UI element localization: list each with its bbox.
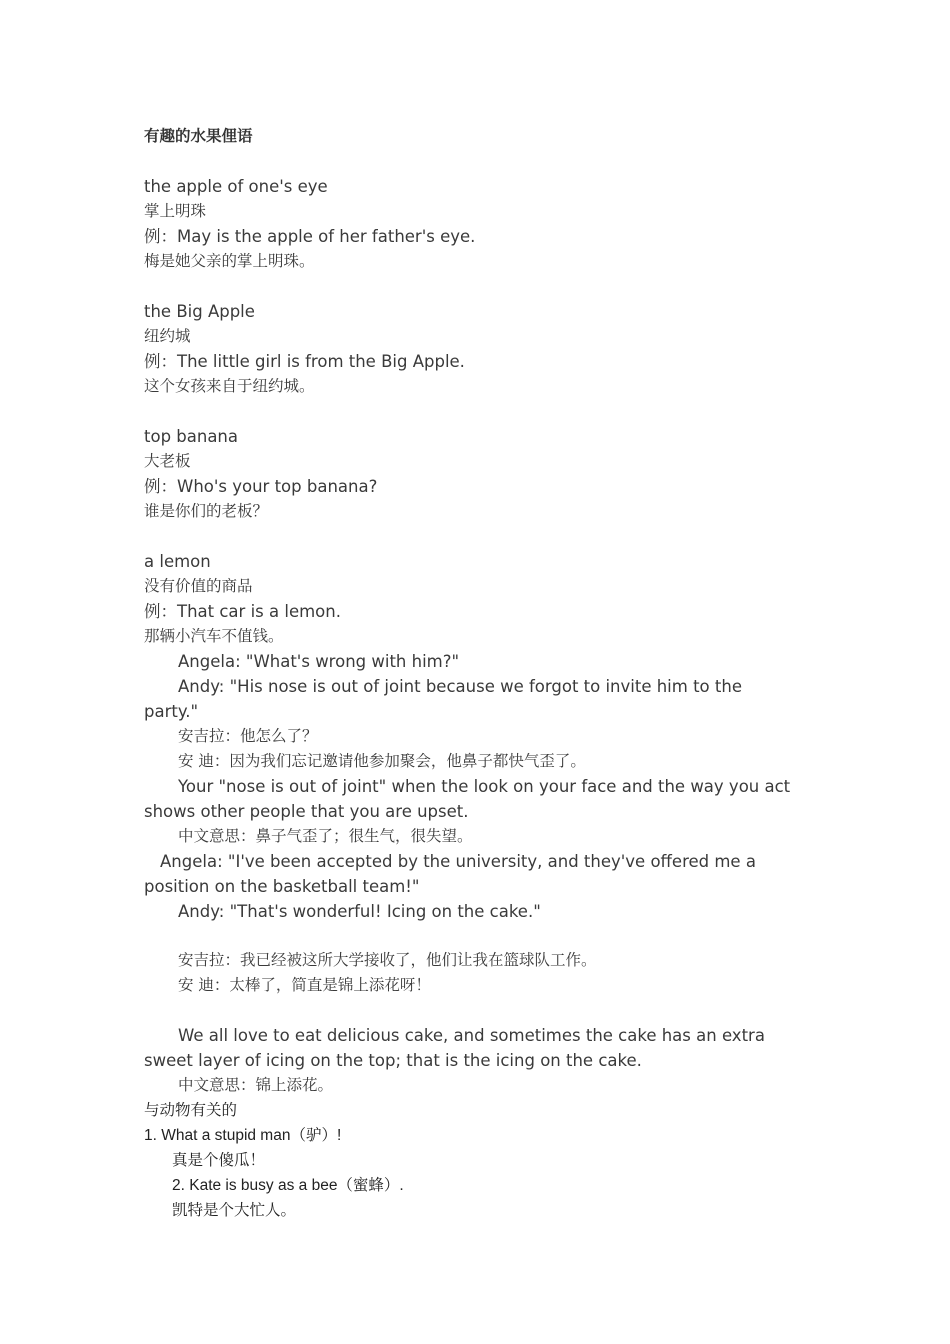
- list-item-translation: 真是个傻瓜！: [172, 1151, 266, 1169]
- dialog-line: Andy: "His nose is out of joint because we forgot to invite him to the: [178, 677, 742, 696]
- dialog-translation: 安吉拉：我已经被这所大学接收了，他们让我在篮球队工作。: [178, 951, 597, 969]
- entry-example: 例：Who's your top banana?: [144, 477, 378, 496]
- entry-translation: 那辆小汽车不值钱。: [144, 627, 284, 645]
- entry-phrase: a lemon: [144, 552, 211, 571]
- entry-phrase: top banana: [144, 427, 239, 446]
- explanation-line: shows other people that you are upset.: [144, 802, 469, 821]
- entry-example: 例：May is the apple of her father's eye.: [144, 227, 476, 246]
- section-heading: 与动物有关的: [144, 1101, 238, 1119]
- entry-example: 例：That car is a lemon.: [144, 602, 341, 621]
- entry-translation: 谁是你们的老板？: [144, 502, 269, 520]
- entry-meaning: 没有价值的商品: [144, 577, 253, 595]
- page-title: 有趣的水果俚语: [144, 127, 253, 145]
- chinese-meaning: 中文意思：锦上添花。: [178, 1076, 334, 1094]
- entry-phrase: the apple of one's eye: [144, 177, 328, 196]
- dialog-translation: 安 迪：因为我们忘记邀请他参加聚会，他鼻子都快气歪了。: [178, 752, 586, 770]
- list-item: 2. Kate is busy as a bee（蜜蜂）.: [172, 1177, 404, 1194]
- list-item: 1. What a stupid man（驴）!: [144, 1127, 342, 1144]
- dialog-translation: 安 迪：太棒了，简直是锦上添花呀！: [178, 976, 431, 994]
- dialog-line: Angela: "I've been accepted by the university, and they've offered me a: [160, 852, 756, 871]
- explanation-line: sweet layer of icing on the top; that is the icing on the cake.: [144, 1051, 642, 1070]
- list-item-translation: 凯特是个大忙人。: [172, 1201, 297, 1219]
- chinese-meaning: 中文意思：鼻子气歪了；很生气，很失望。: [178, 827, 473, 845]
- dialog-line: party.": [144, 702, 199, 721]
- explanation-line: Your "nose is out of joint" when the look on your face and the way you act: [178, 777, 791, 796]
- explanation-line: We all love to eat delicious cake, and sometimes the cake has an extra: [178, 1026, 765, 1045]
- entry-meaning: 大老板: [144, 452, 191, 470]
- dialog-translation: 安吉拉：他怎么了？: [178, 727, 318, 745]
- entry-example: 例：The little girl is from the Big Apple.: [144, 352, 465, 371]
- entry-phrase: the Big Apple: [144, 302, 255, 321]
- entry-translation: 这个女孩来自于纽约城。: [144, 377, 315, 395]
- dialog-line: Andy: "That's wonderful! Icing on the cake.": [178, 902, 541, 921]
- entry-meaning: 纽约城: [144, 327, 191, 345]
- entry-translation: 梅是她父亲的掌上明珠。: [144, 252, 315, 270]
- dialog-line: position on the basketball team!": [144, 877, 420, 896]
- entry-meaning: 掌上明珠: [144, 202, 207, 220]
- dialog-line: Angela: "What's wrong with him?": [178, 652, 460, 671]
